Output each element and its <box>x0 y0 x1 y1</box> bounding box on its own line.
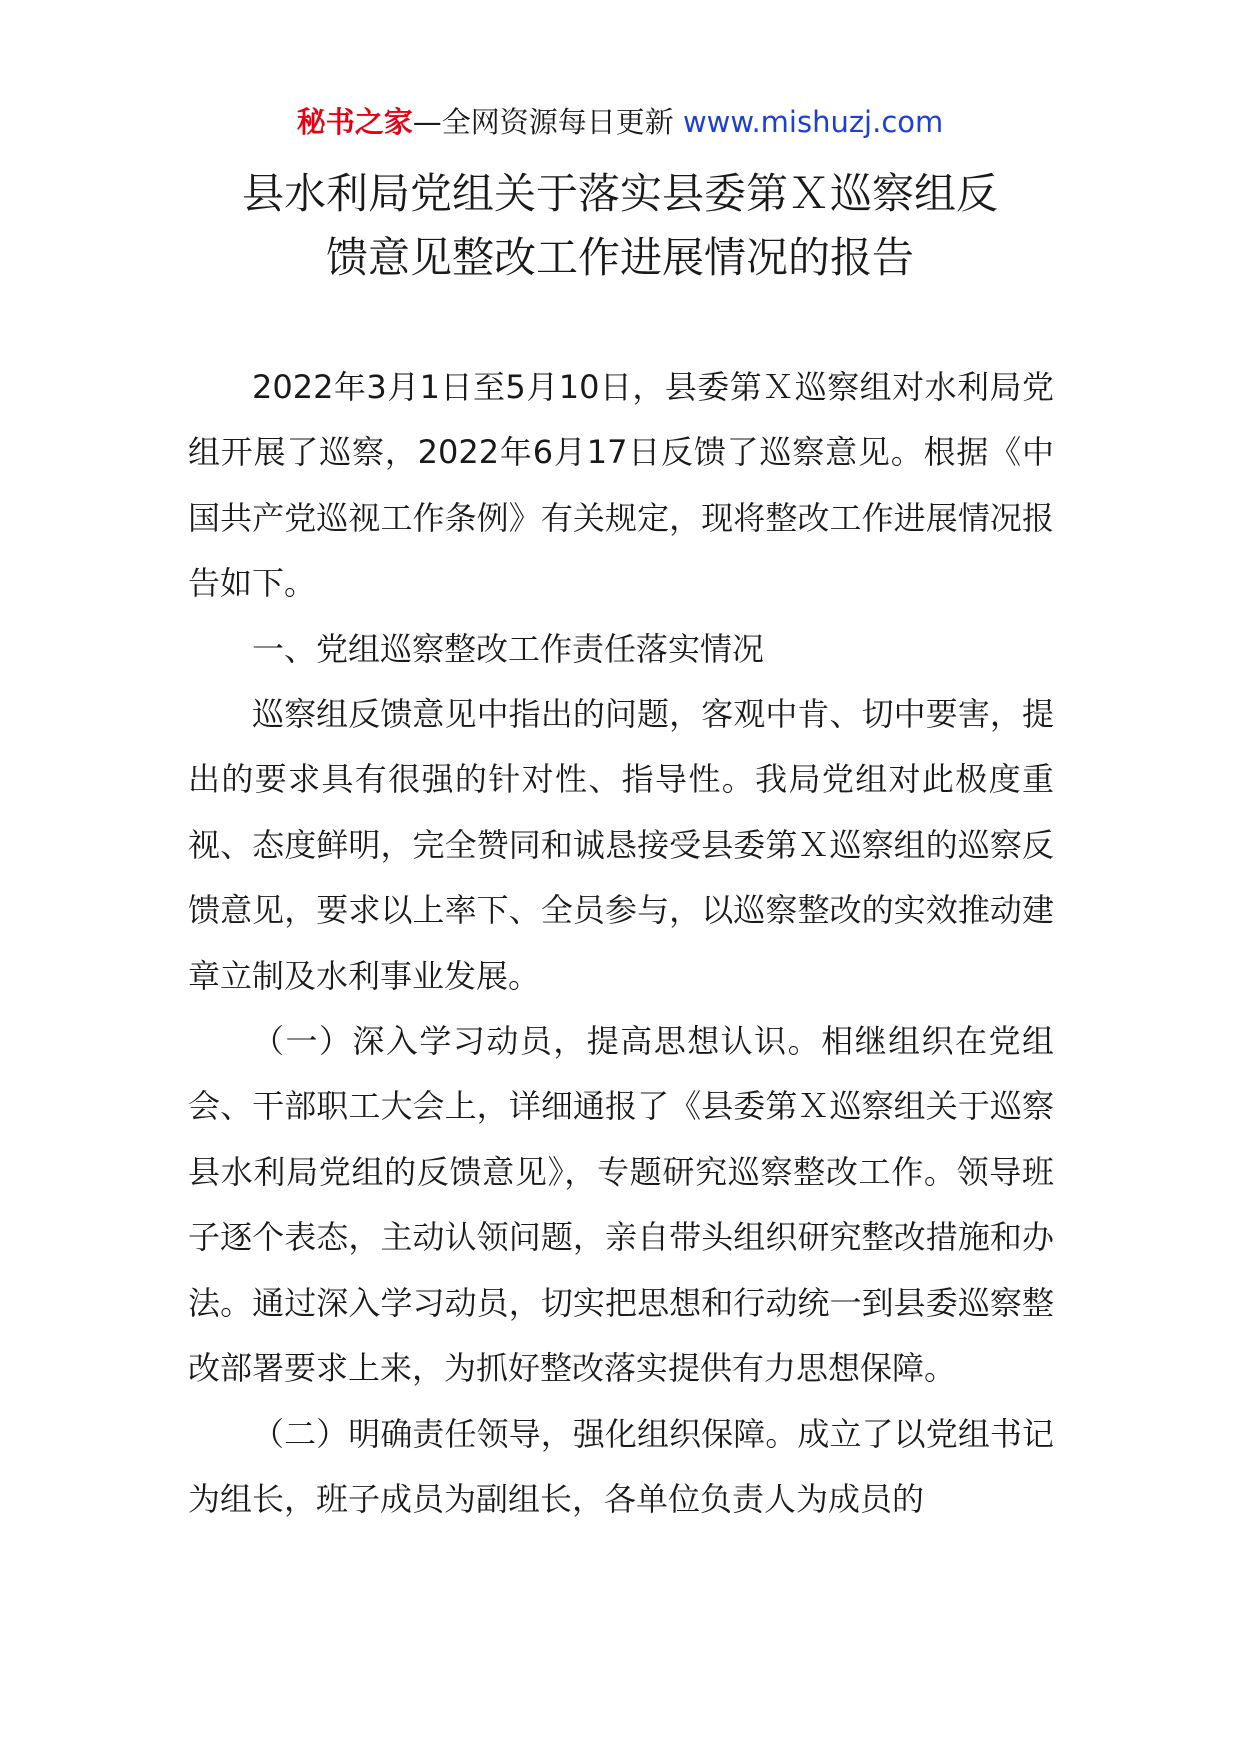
site-brand: 秘书之家 <box>296 105 413 139</box>
title-line-2: 馈意见整改工作进展情况的报告 <box>325 233 914 282</box>
paragraph-subsection-1: （一）深入学习动员，提高思想认识。相继组织在党组会、干部职工大会上，详细通报了《县委第Ｘ巡察组关于巡察县水利局党组的反馈意见》，专题研究巡察整改工作。领导班子逐个表态，主动认领问题，亲自带头组织研究整改措施和办法。通过深入学习动员，切实把思想和行动统一到县委巡察整改部署要求上来，为抓好整改落实提供有力思想保障。 <box>188 1022 1054 1388</box>
site-tagline: —全网资源每日更新 <box>412 105 683 139</box>
paragraph-subsection-2: （二）明确责任领导，强化组织保障。成立了以党组书记为组长，班子成员为副组长，各单位负责人为成员的 <box>188 1414 1054 1518</box>
document-title <box>150 162 1090 290</box>
paragraph-intro: 2022年3月1日至5月10日，县委第Ｘ巡察组对水利局党组开展了巡察，2022年6月17日反馈了巡察意见。根据《中国共产党巡视工作条例》有关规定，现将整改工作进展情况报告如下。 <box>188 368 1054 603</box>
site-url-link[interactable]: www.mishuzj.com <box>682 105 944 139</box>
paragraph-section-1: 巡察组反馈意见中指出的问题，客观中肯、切中要害，提出的要求具有很强的针对性、指导性。我局党组对此极度重视、态度鲜明，完全赞同和诚恳接受县委第Ｘ巡察组的巡察反馈意见，要求以上率下、全员参与，以巡察整改的实效推动建章立制及水利事业发展。 <box>188 695 1054 995</box>
title-line-1: 县水利局党组关于落实县委第Ｘ巡察组反 <box>241 169 998 218</box>
document-body <box>188 355 1054 1532</box>
site-header <box>0 100 1240 144</box>
section-heading-1: 一、党组巡察整改工作责任落实情况 <box>252 629 765 668</box>
